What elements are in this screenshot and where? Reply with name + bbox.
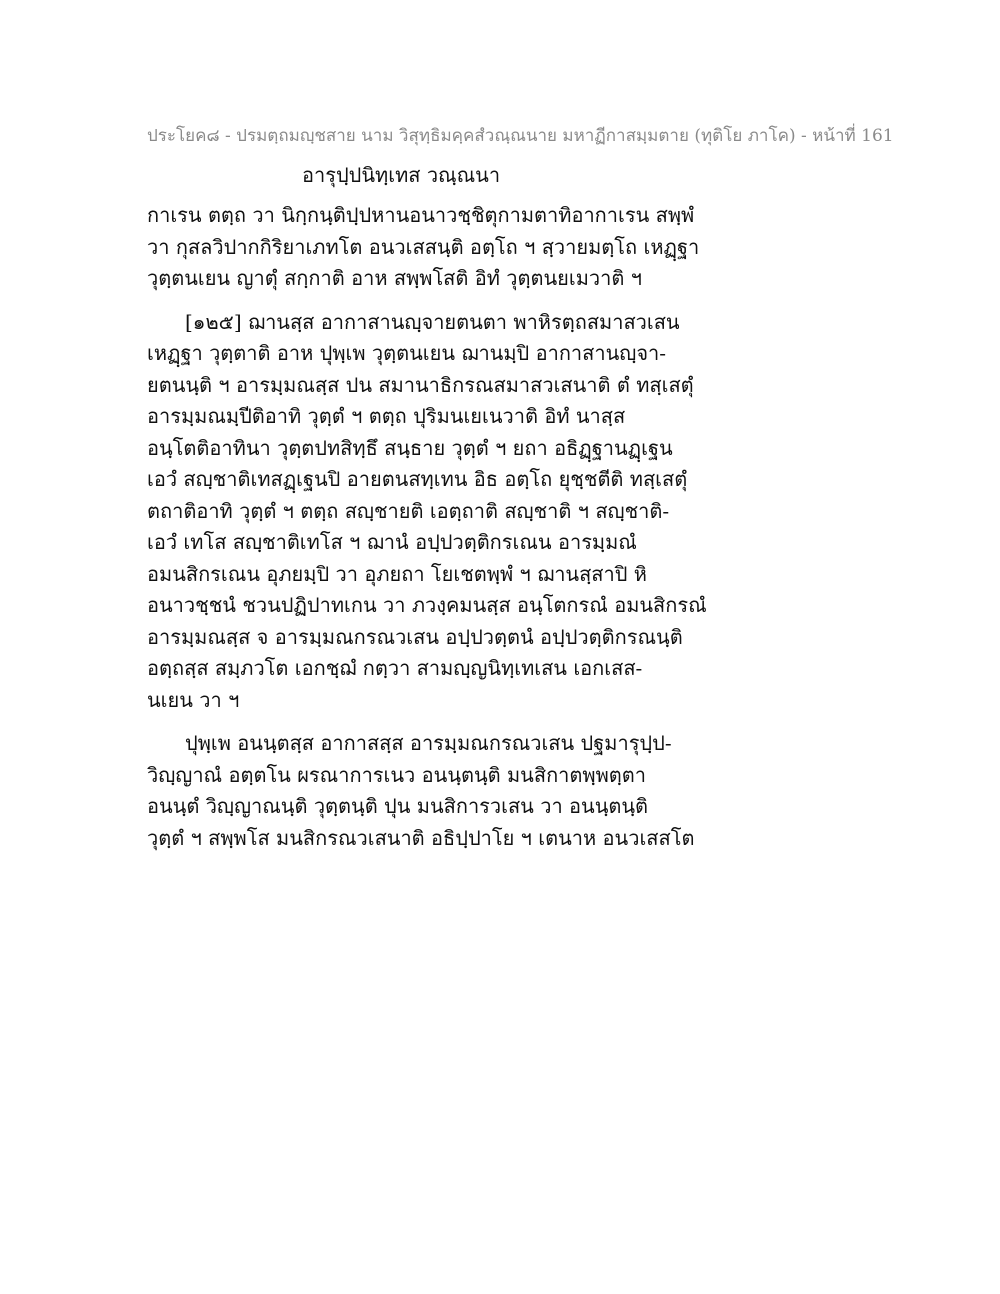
page-header: ประโยค๘ - ปรมตฺถมญฺชสาย นาม วิสุทฺธิมคฺคสํวณฺณนาย มหาฏีกาสมฺมตาย (ทุติโย ภาโค) - หน้าที่ 161: [147, 126, 894, 146]
text-line: อนนฺตํ วิญฺญาณนฺติ วุตฺตนฺติ ปุน มนสิการวเสน วา อนนฺตนฺติ: [147, 794, 649, 818]
paragraph-2: [147, 307, 847, 717]
text-line: ยตนนฺติ ฯ อารมฺมณสฺส ปน สมานาธิกรณสมาสวเสนาติ ตํ ทสฺเสตุํ: [147, 372, 694, 397]
body-text: [147, 200, 847, 854]
text-line: อนฺโตติอาทินา วุตฺตปทสิทฺธึ สนฺธาย วุตฺตํ ฯ ยถา อธิฏฺฐานฏฺเฐน: [147, 435, 673, 460]
paragraph-gap: [147, 295, 847, 307]
text-line: เหฏฺฐา วุตฺตาติ อาห ปุพฺเพ วุตฺตนเยน ฌานมฺปิ อากาสานญฺจา-: [147, 341, 667, 365]
text-line: เอวํ สญฺชาติเทสฏฺเฐนปิ อายตนสทฺเทน อิธ อตฺโถ ยุชฺชตีติ ทสฺเสตุํ: [147, 467, 688, 491]
text-line: กาเรน ตตฺถ วา นิกฺกนฺติปฺปหานอนาวชฺชิตุกามตาทิอากาเรน สพฺพํ: [147, 203, 695, 227]
text-line: เอวํ เทโส สญฺชาติเทโส ฯ ฌานํ อปฺปวตฺติกรเณน อารมฺมณํ: [147, 530, 637, 554]
text-line: อมนสิกรเณน อุภยมฺปิ วา อุภยถา โยเชตพฺพํ ฯ ฌานสฺสาปิ หิ: [147, 561, 647, 586]
text-line: อารมฺมณมฺปีติอาทิ วุตฺตํ ฯ ตตฺถ ปุริมนเยเนวาติ อิทํ นาสฺส: [147, 404, 626, 428]
paragraph-1: [147, 200, 847, 295]
section-title: อารุปฺปนิทฺเทส วณฺณนา: [302, 163, 501, 187]
text-line: วิญฺญาณํ อตฺตโน ผรณาการเนว อนนฺตนฺติ มนสิกาตพฺพตฺตา: [147, 762, 646, 787]
text-line: อารมฺมณสฺส จ อารมฺมณกรณวเสน อปฺปวตฺตนํ อปฺปวตฺติกรณนฺติ: [147, 624, 683, 649]
text-line: ตถาติอาทิ วุตฺตํ ฯ ตตฺถ สญฺชายติ เอตฺถาติ สญฺชาติ ฯ สญฺชาติ-: [147, 498, 670, 523]
paragraph-3: [147, 728, 847, 854]
text-line: [๑๒๕] ฌานสฺส อากาสานญฺจายตนตา พาหิรตฺถสมาสวเสน: [185, 309, 680, 334]
text-line: อตฺถสฺส สมฺภวโต เอกชฺฌํ กตฺวา สามญฺญนิทฺเทเสน เอกเสส-: [147, 656, 643, 680]
text-line: นเยน วา ฯ: [147, 687, 240, 712]
text-line: ปุพฺเพ อนนฺตสฺส อากาสสฺส อารมฺมณกรณวเสน ปฐมารุปฺป-: [185, 731, 672, 755]
text-line: วา กุสลวิปากกิริยาเภทโต อนวเสสนฺติ อตฺโถ ฯ สฺวายมตฺโถ เหฏฺฐา: [147, 234, 700, 259]
paragraph-gap: [147, 716, 847, 728]
text-line: วุตฺตนเยน ญาตุํ สกฺกาติ อาห สพฺพโสติ อิทํ วุตฺตนยเมวาติ ฯ: [147, 266, 642, 290]
text-line: วุตฺตํ ฯ สพฺพโส มนสิกรณวเสนาติ อธิปฺปาโย ฯ เตนาห อนวเสสโต: [147, 825, 695, 850]
text-line: อนาวชฺชนํ ชวนปฏิปาทเกน วา ภวงฺคมนสฺส อนฺโตกรณํ อมนสิกรณํ: [147, 593, 707, 617]
